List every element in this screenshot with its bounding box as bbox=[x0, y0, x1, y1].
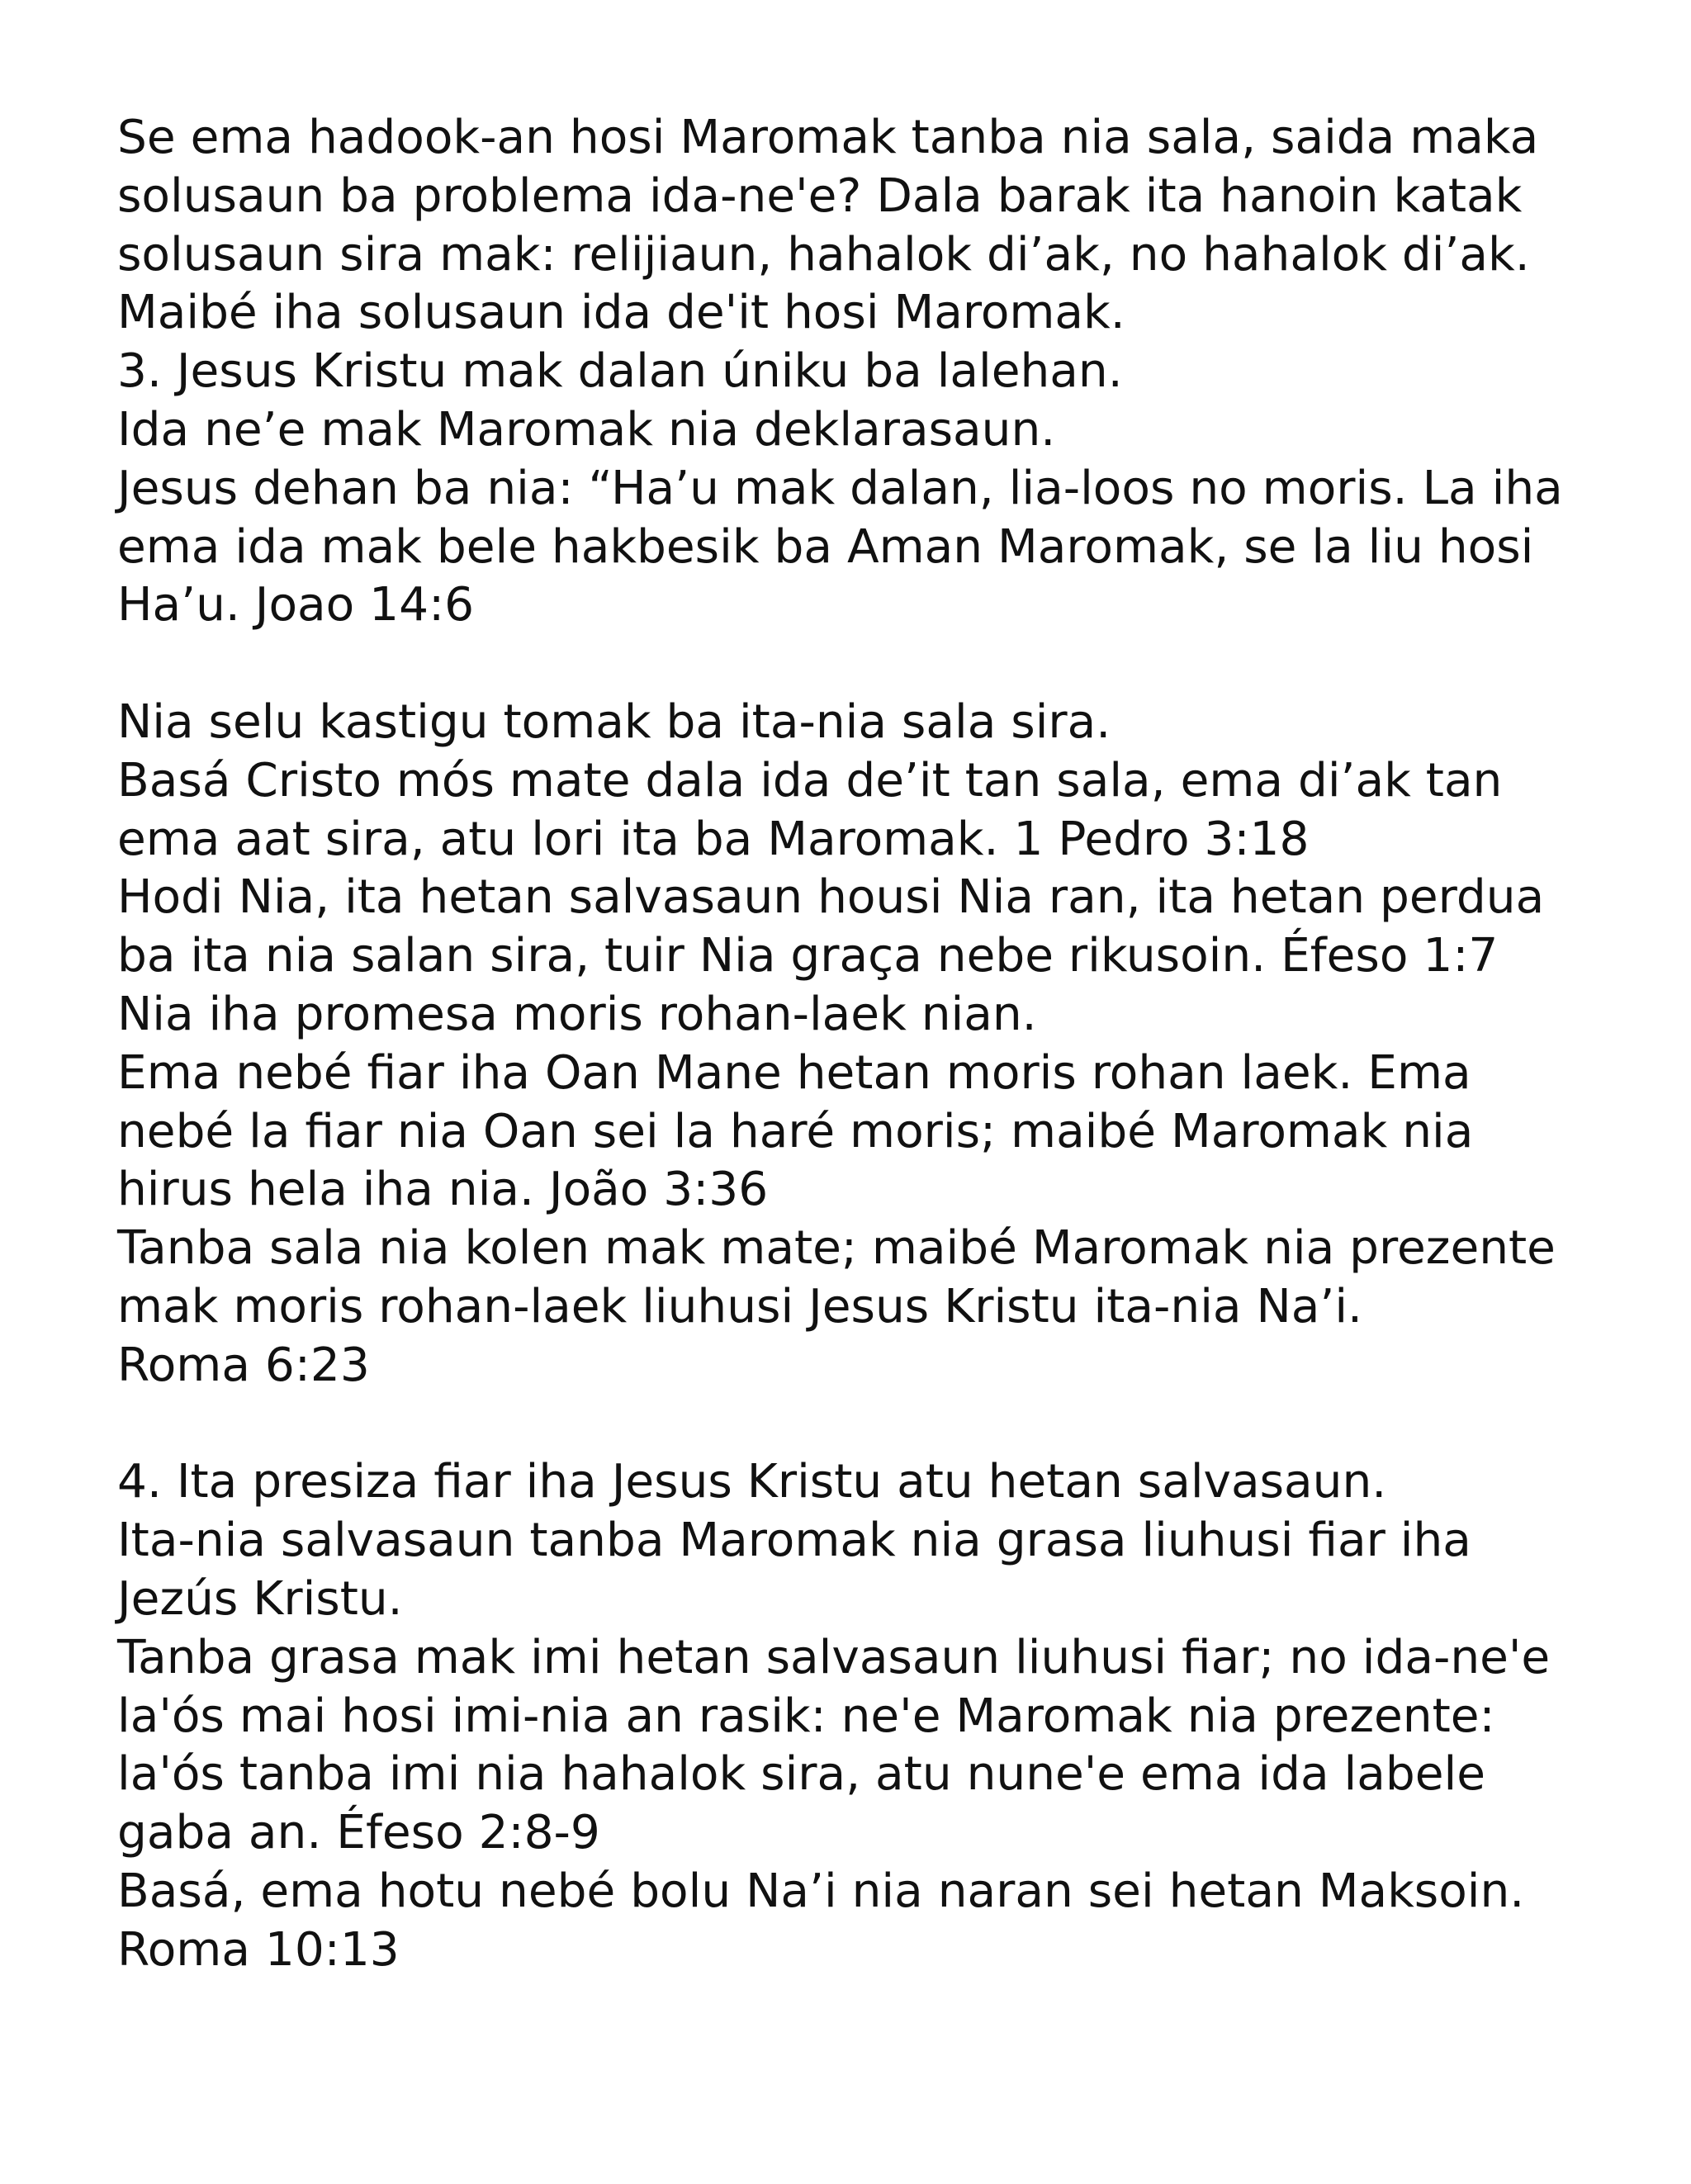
text-line: mak moris rohan-laek liuhusi Jesus Kristu ita-nia Na’i. bbox=[117, 1279, 1362, 1334]
text-line: solusaun ba problema ida-ne'e? Dala barak ita hanoin katak bbox=[117, 168, 1523, 223]
text-line: ema aat sira, atu lori ita ba Maromak. 1 Pedro 3:18 bbox=[117, 812, 1310, 866]
document-page bbox=[117, 109, 1587, 1980]
text-line: hirus hela iha nia. João 3:36 bbox=[117, 1163, 769, 1217]
text-line: la'ós tanba imi nia hahalok sira, atu nune'e ema ida labele bbox=[117, 1747, 1485, 1802]
text-line: Nia selu kastigu tomak ba ita-nia sala sira. bbox=[117, 694, 1111, 749]
paragraph-spacer bbox=[117, 1395, 1587, 1454]
text-line: nebé la fiar nia Oan sei la haré moris; maibé Maromak nia bbox=[117, 1104, 1474, 1158]
section-heading: 3. Jesus Kristu mak dalan úniku ba lalehan. bbox=[117, 344, 1123, 399]
text-line: Se ema hadook-an hosi Maromak tanba nia sala, saida maka bbox=[117, 111, 1539, 164]
text-line: Ita-nia salvasaun tanba Maromak nia grasa liuhusi fiar iha bbox=[117, 1514, 1471, 1568]
paragraph-3 bbox=[117, 1453, 1587, 1979]
text-line: Ema nebé fiar iha Oan Mane hetan moris rohan laek. Ema bbox=[117, 1045, 1471, 1100]
text-line: ba ita nia salan sira, tuir Nia graça nebe rikusoin. Éfeso 1:7 bbox=[117, 929, 1499, 983]
text-line: Maibé iha solusaun ida de'it hosi Maromak. bbox=[117, 286, 1125, 340]
text-line: Tanba sala nia kolen mak mate; maibé Maromak nia prezente bbox=[117, 1221, 1556, 1276]
section-heading: 4. Ita presiza fiar iha Jesus Kristu atu hetan salvasaun. bbox=[117, 1455, 1387, 1509]
text-line: Tanba grasa mak imi hetan salvasaun liuhusi fiar; no ida-ne'e bbox=[117, 1630, 1551, 1684]
text-line: Basá Cristo mós mate dala ida de’it tan sala, ema di’ak tan bbox=[117, 753, 1503, 808]
text-line: Hodi Nia, ita hetan salvasaun housi Nia ran, ita hetan perdua bbox=[117, 870, 1545, 925]
text-line: Roma 10:13 bbox=[117, 1922, 400, 1977]
paragraph-1 bbox=[117, 109, 1587, 635]
text-line: Jesus dehan ba nia: “Ha’u mak dalan, lia-loos no moris. La iha bbox=[117, 461, 1563, 515]
paragraph-spacer bbox=[117, 635, 1587, 694]
text-line: Ha’u. Joao 14:6 bbox=[117, 578, 475, 632]
text-line: la'ós mai hosi imi-nia an rasik: ne'e Maromak nia prezente: bbox=[117, 1689, 1495, 1743]
text-line: ema ida mak bele hakbesik ba Aman Maromak, se la liu hosi bbox=[117, 519, 1534, 574]
text-line: Roma 6:23 bbox=[117, 1338, 370, 1392]
text-line: solusaun sira mak: relijiaun, hahalok di’ak, no hahalok di’ak. bbox=[117, 227, 1530, 282]
text-line: Basá, ema hotu nebé bolu Na’i nia naran sei hetan Maksoin. bbox=[117, 1864, 1525, 1918]
text-line: Ida ne’e mak Maromak nia deklarasaun. bbox=[117, 402, 1056, 457]
text-line: Jezús Kristu. bbox=[117, 1571, 403, 1626]
text-line: Nia iha promesa moris rohan-laek nian. bbox=[117, 987, 1037, 1041]
paragraph-2 bbox=[117, 694, 1587, 1395]
text-line: gaba an. Éfeso 2:8-9 bbox=[117, 1806, 600, 1860]
